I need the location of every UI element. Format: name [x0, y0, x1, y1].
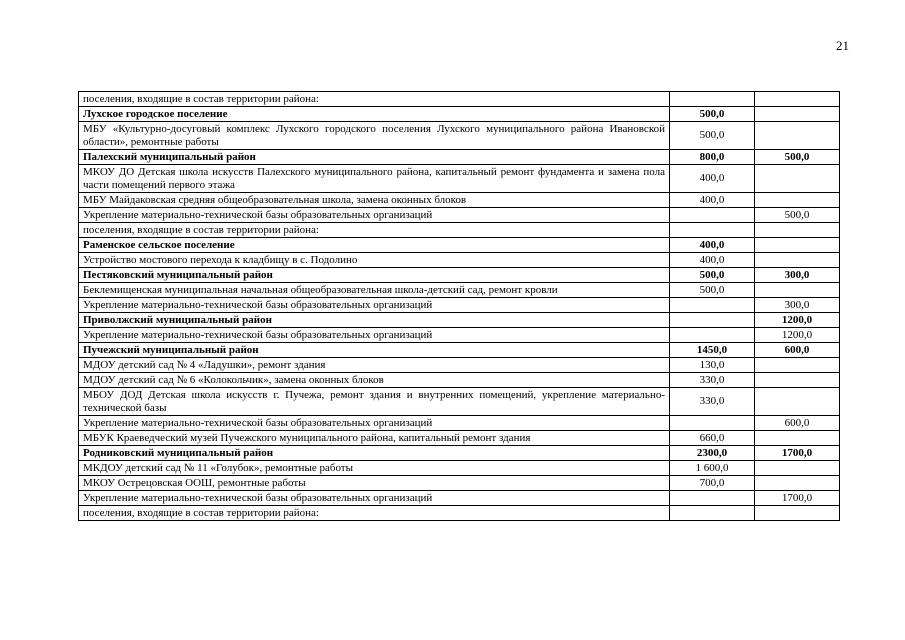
- row-description: Укрепление материально-технической базы образовательных организаций: [79, 328, 670, 343]
- row-description: поселения, входящие в состав территории района:: [79, 223, 670, 238]
- row-description: поселения, входящие в состав территории района:: [79, 506, 670, 521]
- table-body: [79, 92, 840, 521]
- row-amount-2: [755, 431, 840, 446]
- row-amount-2: [755, 238, 840, 253]
- row-amount-1: 500,0: [670, 283, 755, 298]
- table-row: [79, 165, 840, 193]
- row-amount-2: 600,0: [755, 343, 840, 358]
- row-amount-1: [670, 491, 755, 506]
- row-amount-1: 660,0: [670, 431, 755, 446]
- table-row: [79, 92, 840, 107]
- row-description: МБУК Краеведческий музей Пучежского муниципального района, капитальный ремонт здания: [79, 431, 670, 446]
- table-row: [79, 388, 840, 416]
- row-amount-2: [755, 107, 840, 122]
- row-amount-2: [755, 461, 840, 476]
- row-description: МКОУ ДО Детская школа искусств Палехского муниципального района, капитальный ремонт фундамента и замена пола части помещений первого этажа: [79, 165, 670, 193]
- row-amount-2: [755, 283, 840, 298]
- section-row: [79, 238, 840, 253]
- table-row: [79, 491, 840, 506]
- row-amount-2: 1700,0: [755, 446, 840, 461]
- row-amount-2: 500,0: [755, 150, 840, 165]
- row-amount-1: 1450,0: [670, 343, 755, 358]
- table-row: [79, 506, 840, 521]
- row-amount-1: 500,0: [670, 107, 755, 122]
- row-description: Раменское сельское поселение: [79, 238, 670, 253]
- budget-table: [78, 91, 840, 521]
- row-amount-1: 2300,0: [670, 446, 755, 461]
- row-description: Палехский муниципальный район: [79, 150, 670, 165]
- row-amount-1: 1 600,0: [670, 461, 755, 476]
- row-amount-1: 800,0: [670, 150, 755, 165]
- row-amount-2: 600,0: [755, 416, 840, 431]
- row-amount-1: 400,0: [670, 165, 755, 193]
- row-amount-2: [755, 193, 840, 208]
- row-amount-1: [670, 208, 755, 223]
- row-description: МКОУ Острецовская ООШ, ремонтные работы: [79, 476, 670, 491]
- row-amount-2: [755, 92, 840, 107]
- row-description: Укрепление материально-технической базы образовательных организаций: [79, 416, 670, 431]
- row-description: Родниковский муниципальный район: [79, 446, 670, 461]
- section-row: [79, 150, 840, 165]
- row-description: Приволжский муниципальный район: [79, 313, 670, 328]
- row-amount-1: [670, 92, 755, 107]
- section-row: [79, 313, 840, 328]
- table-row: [79, 122, 840, 150]
- table-row: [79, 208, 840, 223]
- row-amount-2: [755, 223, 840, 238]
- row-amount-2: 1200,0: [755, 328, 840, 343]
- row-amount-1: 500,0: [670, 268, 755, 283]
- row-amount-1: 400,0: [670, 238, 755, 253]
- row-description: Укрепление материально-технической базы образовательных организаций: [79, 298, 670, 313]
- section-row: [79, 268, 840, 283]
- row-amount-1: 400,0: [670, 253, 755, 268]
- row-description: МКДОУ детский сад № 11 «Голубок», ремонтные работы: [79, 461, 670, 476]
- table-row: [79, 373, 840, 388]
- table-row: [79, 298, 840, 313]
- page-number: 21: [836, 38, 849, 53]
- row-amount-1: [670, 416, 755, 431]
- row-amount-1: [670, 313, 755, 328]
- table-row: [79, 476, 840, 491]
- row-amount-2: [755, 253, 840, 268]
- row-amount-2: 1200,0: [755, 313, 840, 328]
- row-amount-2: [755, 373, 840, 388]
- row-amount-2: [755, 388, 840, 416]
- row-amount-1: [670, 506, 755, 521]
- table-row: [79, 328, 840, 343]
- table-row: [79, 193, 840, 208]
- row-amount-1: [670, 328, 755, 343]
- row-description: Пучежский муниципальный район: [79, 343, 670, 358]
- section-row: [79, 446, 840, 461]
- row-amount-1: 330,0: [670, 388, 755, 416]
- row-amount-2: 300,0: [755, 298, 840, 313]
- row-amount-1: 500,0: [670, 122, 755, 150]
- row-description: Пестяковский муниципальный район: [79, 268, 670, 283]
- row-description: Укрепление материально-технической базы образовательных организаций: [79, 208, 670, 223]
- row-description: Укрепление материально-технической базы образовательных организаций: [79, 491, 670, 506]
- section-row: [79, 107, 840, 122]
- row-description: МБОУ ДОД Детская школа искусств г. Пучежа, ремонт здания и внутренних помещений, укрепление материально-технической базы: [79, 388, 670, 416]
- row-amount-1: 400,0: [670, 193, 755, 208]
- row-description: МДОУ детский сад № 4 «Ладушки», ремонт здания: [79, 358, 670, 373]
- table-row: [79, 223, 840, 238]
- row-amount-2: [755, 122, 840, 150]
- row-amount-2: 1700,0: [755, 491, 840, 506]
- table-row: [79, 461, 840, 476]
- row-description: МБУ Майдаковская средняя общеобразовательная школа, замена оконных блоков: [79, 193, 670, 208]
- row-description: МБУ «Культурно-досуговый комплекс Лухского городского поселения Лухского муниципального района Ивановской области», ремонтные работы: [79, 122, 670, 150]
- row-amount-2: 300,0: [755, 268, 840, 283]
- table-row: [79, 283, 840, 298]
- table-row: [79, 253, 840, 268]
- row-description: Лухское городское поселение: [79, 107, 670, 122]
- table-row: [79, 358, 840, 373]
- row-description: МДОУ детский сад № 6 «Колокольчик», замена оконных блоков: [79, 373, 670, 388]
- row-amount-1: 330,0: [670, 373, 755, 388]
- row-amount-2: [755, 506, 840, 521]
- row-amount-2: [755, 476, 840, 491]
- table-row: [79, 416, 840, 431]
- row-amount-2: [755, 358, 840, 373]
- row-description: Беклемищенская муниципальная начальная общеобразовательная школа-детский сад, ремонт кровли: [79, 283, 670, 298]
- row-amount-1: [670, 223, 755, 238]
- row-amount-1: [670, 298, 755, 313]
- row-description: Устройство мостового перехода к кладбищу в с. Подолино: [79, 253, 670, 268]
- section-row: [79, 343, 840, 358]
- row-amount-2: 500,0: [755, 208, 840, 223]
- row-amount-2: [755, 165, 840, 193]
- row-amount-1: 700,0: [670, 476, 755, 491]
- row-description: поселения, входящие в состав территории района:: [79, 92, 670, 107]
- row-amount-1: 130,0: [670, 358, 755, 373]
- table-row: [79, 431, 840, 446]
